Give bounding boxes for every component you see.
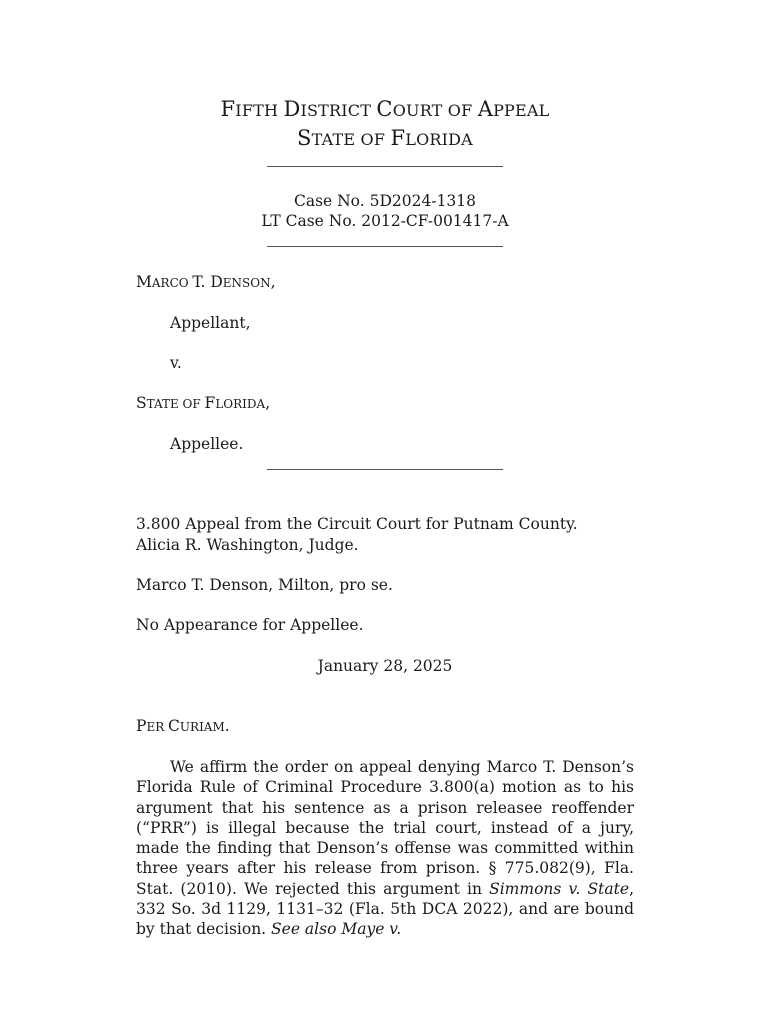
case-citation: Simmons v. State [489,879,630,898]
opinion-body [136,757,634,940]
citation-signal: See also Maye v. [271,920,402,939]
lt-case-number: LT Case No. 2012-CF-001417-A [261,212,509,230]
case-number: Case No. 5D2024-1318 [293,192,477,210]
opinion-author: PER CURIAM. [136,717,230,735]
court-name: FIFTH DISTRICT COURT OF APPEAL [220,97,550,121]
appellant-name: MARCO T. DENSON, [136,273,276,291]
appellant-counsel: Marco T. Denson, Milton, pro se. [136,576,393,594]
versus: v. [170,354,182,372]
court-state: STATE OF FLORIDA [297,126,473,150]
trial-judge: Alicia R. Washington, Judge. [136,536,359,554]
divider-rule [267,246,503,247]
appellee-name: STATE OF FLORIDA, [136,394,271,412]
divider-rule [267,166,503,167]
appellee-role: Appellee. [170,435,244,453]
appellee-counsel: No Appearance for Appellee. [136,616,364,634]
appeal-source: 3.800 Appeal from the Circuit Court for Putnam County. [136,515,578,533]
divider-rule [267,469,503,470]
appellant-role: Appellant, [170,314,251,332]
decision-date: January 28, 2025 [317,657,453,675]
opinion-paragraph: We affirm the order on appeal denying Marco T. Denson’s Florida Rule of Criminal Procedure 3.800(a) motion as to his argument that his sentence as a prison releasee reoffender (“PRR”) is illegal because the trial court, instead of a jury, made the finding that Denson’s offense was committed within three years after his release from prison. § 775.082(9), Fla. Stat. (2010). We rejected this argument in Simmons v. State, 332 So. 3d 1129, 1131–32 (Fla. 5th DCA 2022), and are bound by that decision. See also Maye v. [136,758,634,939]
